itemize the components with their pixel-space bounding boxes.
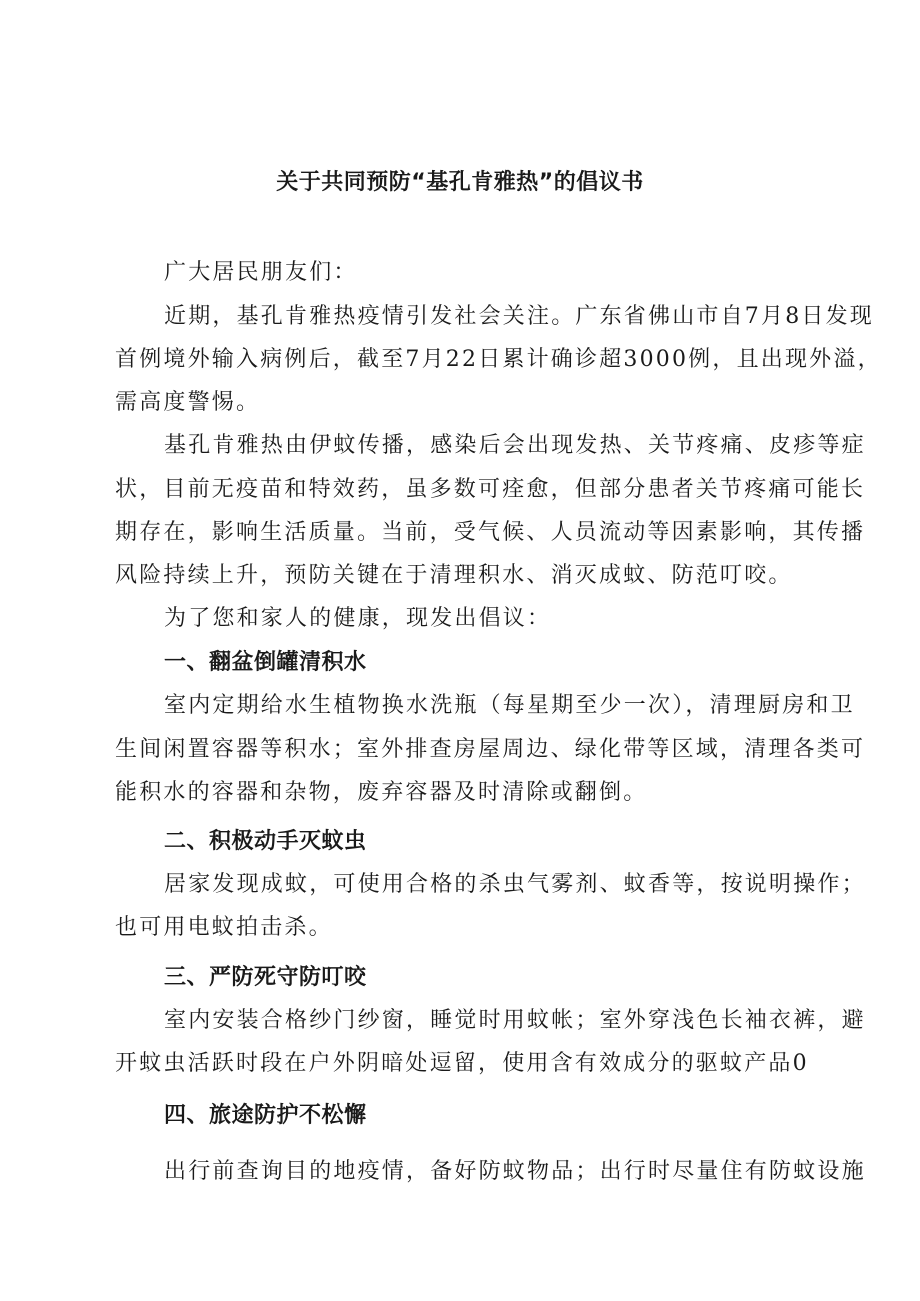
document-title: 关于共同预防“基孔肯雅热”的倡议书 <box>276 170 644 195</box>
section-4-line-1: 出行前查询目的地疫情，备好防蚊物品；出行时尽量住有防蚊设施 <box>164 1159 866 1184</box>
section-4-heading: 四、旅途防护不松懈 <box>164 1103 367 1128</box>
section-1-line-2: 生间闲置容器等积水；室外排查房屋周边、绿化带等区域，清理各类可 <box>115 737 866 762</box>
background-line-4: 风险持续上升，预防关键在于清理积水、消灭成蚊、防范叮咬。 <box>115 563 793 588</box>
background-line-1: 基孔肯雅热由伊蚊传播，感染后会出现发热、关节疼痛、皮疹等症 <box>164 433 866 458</box>
section-1-heading: 一、翻盆倒罐清积水 <box>164 650 367 675</box>
intro-line-1: 近期，基孔肯雅热疫情引发社会关注。广东省佛山市自7月8日发现 <box>164 304 874 329</box>
section-2-line-1: 居家发现成蚊，可使用合格的杀虫气雾剂、蚊香等，按说明操作； <box>164 872 866 897</box>
greeting: 广大居民朋友们： <box>164 260 358 285</box>
background-line-2: 状，目前无疫苗和特效药，虽多数可痊愈，但部分患者关节疼痛可能长 <box>115 477 866 502</box>
section-3-line-1: 室内安装合格纱门纱窗，睡觉时用蚊帐；室外穿浅色长袖衣裤，避 <box>164 1008 866 1033</box>
section-1-line-3: 能积水的容器和杂物，废弃容器及时清除或翻倒。 <box>115 780 648 805</box>
call-to-action: 为了您和家人的健康，现发出倡议： <box>164 606 552 631</box>
intro-line-2: 首例境外输入病例后，截至7月22日累计确诊超3000例，且出现外溢， <box>115 347 882 372</box>
intro-line-3: 需高度警惕。 <box>115 390 261 415</box>
section-2-line-2: 也可用电蚊拍击杀。 <box>115 915 333 940</box>
background-line-3: 期存在，影响生活质量。当前，受气候、人员流动等因素影响，其传播 <box>115 520 866 545</box>
section-2-heading: 二、积极动手灭蚊虫 <box>164 829 367 854</box>
section-1-line-1: 室内定期给水生植物换水洗瓶（每星期至少一次），清理厨房和卫 <box>164 693 855 718</box>
section-3-line-2: 开蚊虫活跃时段在户外阴暗处逗留，使用含有效成分的驱蚊产品0 <box>115 1051 809 1076</box>
section-3-heading: 三、严防死守防叮咬 <box>164 965 367 990</box>
